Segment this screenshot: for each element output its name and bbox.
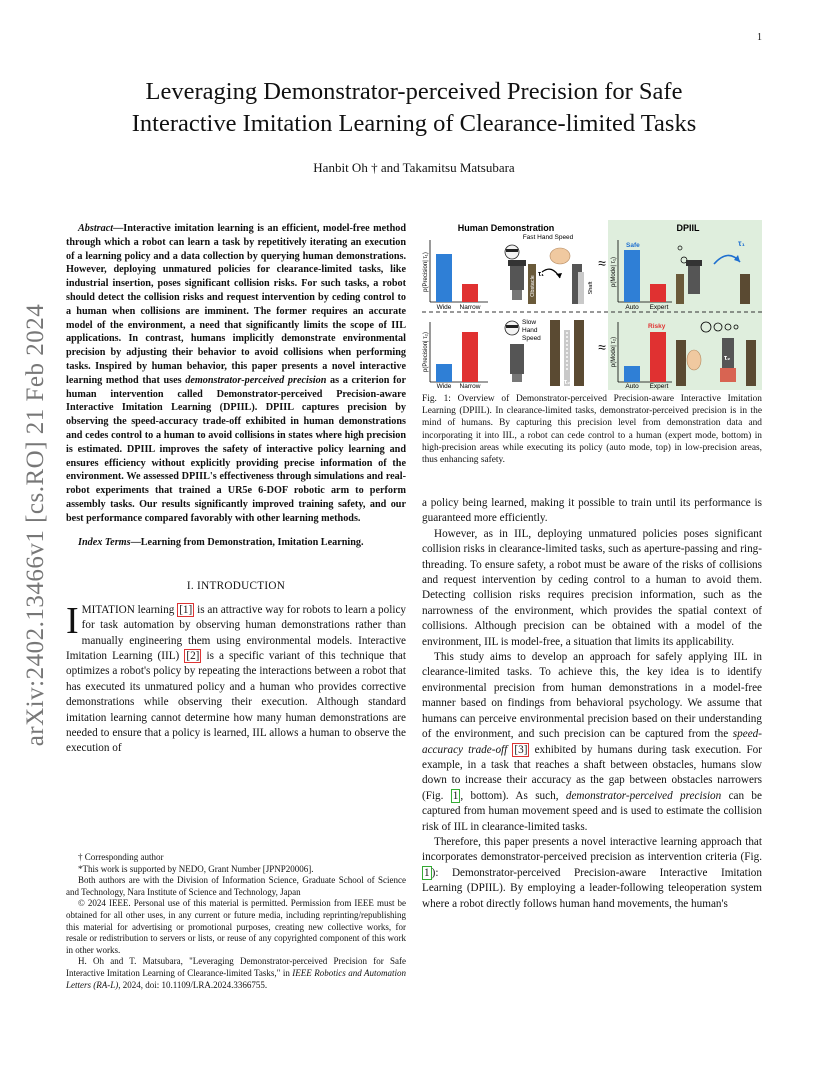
obstacle-label: Obstacle bbox=[530, 275, 536, 297]
robot-arm-dpiil-top bbox=[686, 260, 702, 294]
intro-paragraph: IMITATION learning [1] is an attractive way for robots to learn a policy for task automation by observing human demonstrations rather than manually engineering them using environmental models. Interactive Imitation Learning (IIL) [2] is a specific variant of this technique that optimizes a robot's policy by repeating the interactions between a robot that has executed its unmatured policy and a human who provides corrective demonstrations while observing their execution. Although standard imitation learning cannot determine how many human demonstrations are needed to ensure that a policy is learned, IIL allows a human to observe the execution of bbox=[66, 599, 407, 755]
citation-link-3[interactable]: [3] bbox=[514, 743, 528, 756]
title-line-1: Leveraging Demonstrator-perceived Precision for Safe bbox=[145, 78, 683, 105]
figure-link-2[interactable]: 1 bbox=[424, 866, 430, 879]
approx-symbol-top: ≈ bbox=[598, 255, 606, 271]
bar-narrow-bottom bbox=[462, 332, 478, 382]
right-paragraph-2: However, as in IIL, deploying unmatured policies poses significant collision risks in clearance-limited tasks, such as aperture-passing and ring-threading. To ensure safety, a robot must be aware of the risks of collisions and request intervention by ceding control to a human to avoid them. Detecting collision risks requires precision information, such as the narrowness of the environment, which provides the spatial context of collisions. Although precision can be obtained with a model of the environment, IIL is model-free, a situation that limits its applicability. bbox=[422, 527, 762, 648]
tau1-label-right: τ₁ bbox=[738, 239, 745, 248]
author-list: Hanbit Oh † and Takamitsu Matsubara bbox=[313, 160, 515, 175]
footnote-copyright: © 2024 IEEE. Personal use of this material is permitted. Permission from IEEE must be obtained for all other uses, in any current or future media, including reprinting/republishing this material for advertising or promotional purposes, creating new collective works, for resale or redistribution to servers or lists, or reuse of any copyrighted component of this work in other works. bbox=[66, 898, 406, 955]
approx-symbol-bottom: ≈ bbox=[598, 339, 606, 355]
figure-right-title: DPIIL bbox=[676, 223, 700, 233]
bar-narrow-top bbox=[462, 284, 478, 302]
citation-link-2[interactable]: [2] bbox=[186, 649, 200, 662]
hand-icon-top bbox=[550, 248, 570, 264]
citation-link-1[interactable]: [1] bbox=[179, 603, 193, 616]
robot-arm-illustration-bottom bbox=[510, 344, 524, 382]
right-paragraph-3: This study aims to develop an approach for safely applying IIL in clearance-limited tasks. To achieve this, the key idea is to identify environmental precision from human demonstrations in a model-free manner based on findings from behavioral psychology. We assume that humans can perceive environmental precision based on their understanding of the environment, and such precision can be captured from the speed-accuracy trade-off [3] exhibited by humans during task execution. For example, in a task that reaches a shaft between obstacles, humans slow down to increase their accuracy as the gap between obstacles narrowers (Fig. 1 , bottom). As such, demonstrator-perceived precision can be captured from human movement speed and is used to estimate the collision risk of IIL in clearance-limited tasks. bbox=[422, 651, 762, 833]
xlabel-auto-bottom: Auto bbox=[625, 383, 639, 390]
abstract-text-2: as a criterion for human intervention called Demonstrator-perceived Precision-aware Interactive Imitation Learning (DPIIL). DPIIL captures precision by observing the speed-accuracy trade-off exhibited in human demonstrations and cedes control to a human to avoid collisions in states where high precision is estimated. DPIIL improves the safety of interactive policy learning and ensures efficiency without explicitly providing precise information of the environment. We assessed DPIIL's effectiveness through simulations and real-robot experiments that trained a UR5e 6-DOF robotic arm to perform assembly tasks. Our results significantly improved training safety, and our best performance compared favorably with other learning methods. bbox=[66, 374, 407, 524]
bar-auto-top bbox=[624, 250, 640, 302]
footnote-corresponding: † Corresponding author bbox=[78, 852, 164, 862]
bar-wide-bottom bbox=[436, 364, 452, 382]
xlabel-expert-bottom: Expert bbox=[649, 383, 669, 390]
section-heading-introduction: I. INTRODUCTION bbox=[186, 580, 286, 593]
bar-expert-bottom bbox=[650, 332, 666, 382]
slow-speed-label-3: Speed bbox=[522, 335, 541, 342]
xlabel-wide-top: Wide bbox=[436, 304, 452, 311]
abstract-emphasis: demonstrator-perceived precision bbox=[185, 374, 327, 386]
arxiv-stamp bbox=[16, 290, 56, 760]
xlabel-narrow-top: Narrow bbox=[459, 304, 481, 311]
figure-caption: Fig. 1: Overview of Demonstrator-perceived Precision-aware Interactive Imitation Learning (DPIIL). In clearance-limited tasks, demonstrator-perceived precision is in the mind of humans. By capturing this precision level from demonstration data and incorporating it into IIL, a robot can cede control to a human (expert mode, bottom) in high-precision areas while executing its policy (auto mode, top) in low-precision areas, thus enhancing safety. bbox=[422, 394, 762, 466]
index-terms bbox=[66, 536, 406, 550]
drop-cap: I bbox=[66, 599, 79, 642]
abstract bbox=[66, 222, 406, 526]
xlabel-wide-bottom: Wide bbox=[436, 383, 452, 390]
footnote-funding: *This work is supported by NEDO, Grant Number [JPNP20006]. bbox=[78, 863, 314, 874]
ylabel-precision-1: p(Precision| τ₁) bbox=[423, 252, 429, 292]
safe-label: Safe bbox=[626, 242, 640, 249]
xlabel-expert-top: Expert bbox=[649, 304, 669, 311]
right-column bbox=[422, 496, 762, 912]
page-number: 1 bbox=[757, 32, 762, 43]
ylabel-mode-1: p(Mode| τ₁) bbox=[611, 257, 617, 287]
human-head-icon-bottom bbox=[505, 321, 519, 335]
figure-1 bbox=[422, 220, 762, 390]
paper-title bbox=[66, 76, 762, 140]
slow-speed-label-2: Hand bbox=[522, 327, 538, 334]
ylabel-mode-2: p(Mode| τ₂) bbox=[611, 336, 617, 368]
bar-expert-top bbox=[650, 284, 666, 302]
xlabel-auto-top: Auto bbox=[625, 304, 639, 311]
tau2-label-right: τ₂ bbox=[724, 355, 731, 362]
shaft-label: Shaft bbox=[588, 281, 594, 295]
title-line-2: Interactive Imitation Learning of Clearance-limited Tasks bbox=[131, 110, 697, 137]
slow-speed-label-1: Slow bbox=[522, 319, 537, 326]
right-paragraph-4: Therefore, this paper presents a novel interactive learning approach that incorporates demonstrator-perceived precision as intervention criteria (Fig. 1 ): Demonstrator-perceived Precision-aware Interactive Imitation Learning (DPIIL). By employing a leader-following teleoperation system where a robot directly follows human hand movements, the human's bbox=[422, 835, 762, 910]
footnote-citation: H. Oh and T. Matsubara, "Leveraging Demonstrator-perceived Precision for Safe Interactive Imitation Learning of Clearance-limited Tasks," in IEEE Robotics and Automation Letters (RA-L), 2024, doi: 10.1109/LRA.2024.3366755. bbox=[66, 956, 406, 990]
left-column bbox=[66, 222, 406, 757]
xlabel-narrow-bottom: Narrow bbox=[459, 383, 481, 390]
human-head-icon bbox=[505, 245, 519, 259]
fast-hand-speed-label: Fast Hand Speed bbox=[522, 234, 574, 241]
bar-auto-bottom bbox=[624, 366, 640, 382]
abstract-label: Abstract bbox=[78, 223, 114, 234]
bar-wide-top bbox=[436, 254, 452, 302]
tau1-label-left: τ₁ bbox=[538, 271, 545, 278]
index-terms-text: —Learning from Demonstration, Imitation Learning. bbox=[130, 536, 364, 548]
tau2-label-left: τ₂ bbox=[564, 379, 571, 386]
index-terms-label: Index Terms bbox=[78, 536, 131, 548]
abstract-text-1: —Interactive imitation learning is an efficient, model-free method through which a robot can learn a task by repetitively iterating an execution of a learning policy and a data collection by querying human demonstrations. However, deploying unmatured policies for clearance-limited tasks, like industrial insertion, poses significant collision risks. For such tasks, a robot should detect the collision risks and request intervention by ceding control to a human when collisions are imminent. The former requires an accurate model of the environment, a need that significantly limits the scope of IIL applications. In contrast, humans implicitly demonstrate environmental precision by adjusting their behavior to avoid collisions when performing tasks. Inspired by human behavior, this paper presents a novel interactive learning method that uses bbox=[66, 223, 406, 386]
footnotes bbox=[66, 852, 406, 991]
ylabel-precision-2: p(Precision| τ₂) bbox=[423, 332, 429, 372]
risky-label: Risky bbox=[648, 323, 666, 330]
arxiv-id: arXiv:2402.13466v1 [cs.RO] 21 Feb 2024 bbox=[22, 303, 49, 747]
figure-link-1[interactable]: 1 bbox=[452, 789, 459, 802]
right-paragraph-1: a policy being learned, making it possible to train until its performance is guaranteed more efficiently. bbox=[422, 497, 762, 525]
footnote-affiliation: Both authors are with the Division of Information Science, Graduate School of Science and Technology, Nara Institute of Science and Technology, Japan bbox=[66, 875, 406, 897]
hand-icon-bottom bbox=[687, 350, 701, 370]
figure-left-title: Human Demonstration bbox=[457, 223, 555, 233]
